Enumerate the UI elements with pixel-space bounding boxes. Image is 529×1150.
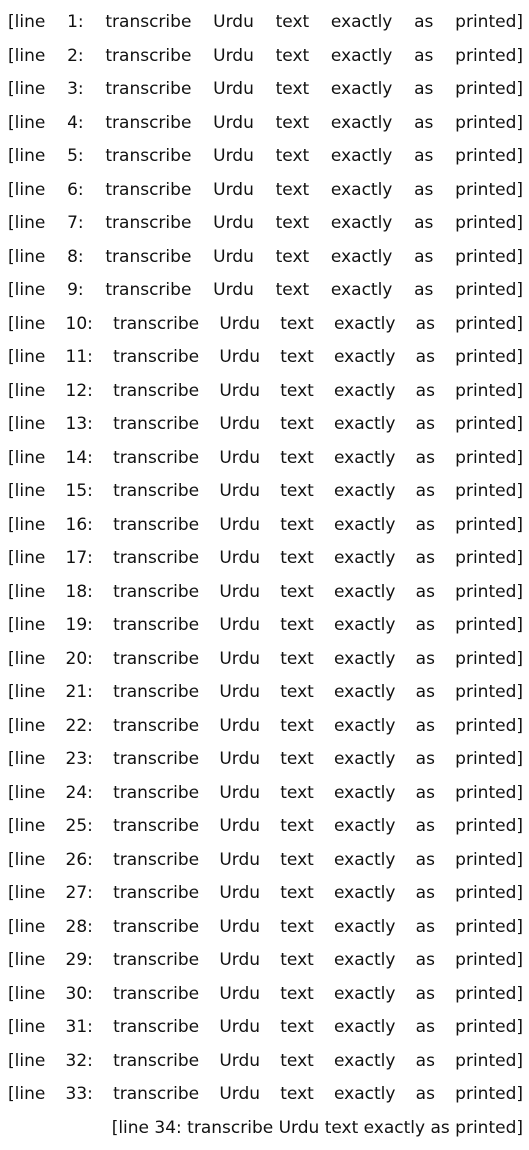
text-line: [line 34: transcribe Urdu text exactly as printed] — [111, 1117, 523, 1138]
text-line: [line 18: transcribe Urdu text exactly as printed] — [8, 581, 523, 602]
text-line: [line 24: transcribe Urdu text exactly as printed] — [8, 782, 523, 803]
text-line: [line 19: transcribe Urdu text exactly as printed] — [8, 615, 523, 635]
text-line: [line 9: transcribe Urdu text exactly as printed] — [8, 280, 523, 300]
text-line: [line 32: transcribe Urdu text exactly as printed] — [8, 1050, 523, 1071]
text-line: [line 6: transcribe Urdu text exactly as printed] — [8, 179, 523, 200]
text-line: [line 27: transcribe Urdu text exactly as printed] — [8, 883, 523, 903]
text-line: [line 29: transcribe Urdu text exactly as printed] — [8, 950, 523, 970]
text-line: [line 3: transcribe Urdu text exactly as printed] — [8, 79, 523, 99]
text-line: [line 4: transcribe Urdu text exactly as printed] — [8, 112, 523, 133]
text-line: [line 26: transcribe Urdu text exactly as printed] — [8, 849, 523, 870]
text-line: [line 8: transcribe Urdu text exactly as printed] — [8, 246, 523, 267]
text-line: [line 31: transcribe Urdu text exactly as printed] — [8, 1017, 523, 1037]
text-line: [line 16: transcribe Urdu text exactly as printed] — [8, 514, 523, 535]
text-line: [line 17: transcribe Urdu text exactly as printed] — [8, 548, 523, 568]
text-line: [line 5: transcribe Urdu text exactly as printed] — [8, 146, 523, 166]
text-line: [line 28: transcribe Urdu text exactly as printed] — [8, 916, 523, 937]
text-line: [line 12: transcribe Urdu text exactly as printed] — [8, 380, 523, 401]
text-line: [line 20: transcribe Urdu text exactly as printed] — [8, 648, 523, 669]
text-line: [line 21: transcribe Urdu text exactly as printed] — [8, 682, 523, 702]
text-line: [line 10: transcribe Urdu text exactly as printed] — [8, 313, 523, 334]
text-line: [line 23: transcribe Urdu text exactly as printed] — [8, 749, 523, 769]
text-line: [line 30: transcribe Urdu text exactly as printed] — [8, 983, 523, 1004]
text-line: [line 2: transcribe Urdu text exactly as printed] — [8, 45, 523, 66]
text-line: [line 25: transcribe Urdu text exactly as printed] — [8, 816, 523, 836]
text-line: [line 1: transcribe Urdu text exactly as printed] — [8, 12, 523, 32]
text-line: [line 15: transcribe Urdu text exactly as printed] — [8, 481, 523, 501]
text-line: [line 11: transcribe Urdu text exactly as printed] — [8, 347, 523, 367]
text-line: [line 22: transcribe Urdu text exactly as printed] — [8, 715, 523, 736]
text-line: [line 33: transcribe Urdu text exactly as printed] — [8, 1084, 523, 1104]
article-body — [8, 6, 523, 1145]
text-line: [line 13: transcribe Urdu text exactly as printed] — [8, 414, 523, 434]
text-line: [line 14: transcribe Urdu text exactly as printed] — [8, 447, 523, 468]
text-line: [line 7: transcribe Urdu text exactly as printed] — [8, 213, 523, 233]
